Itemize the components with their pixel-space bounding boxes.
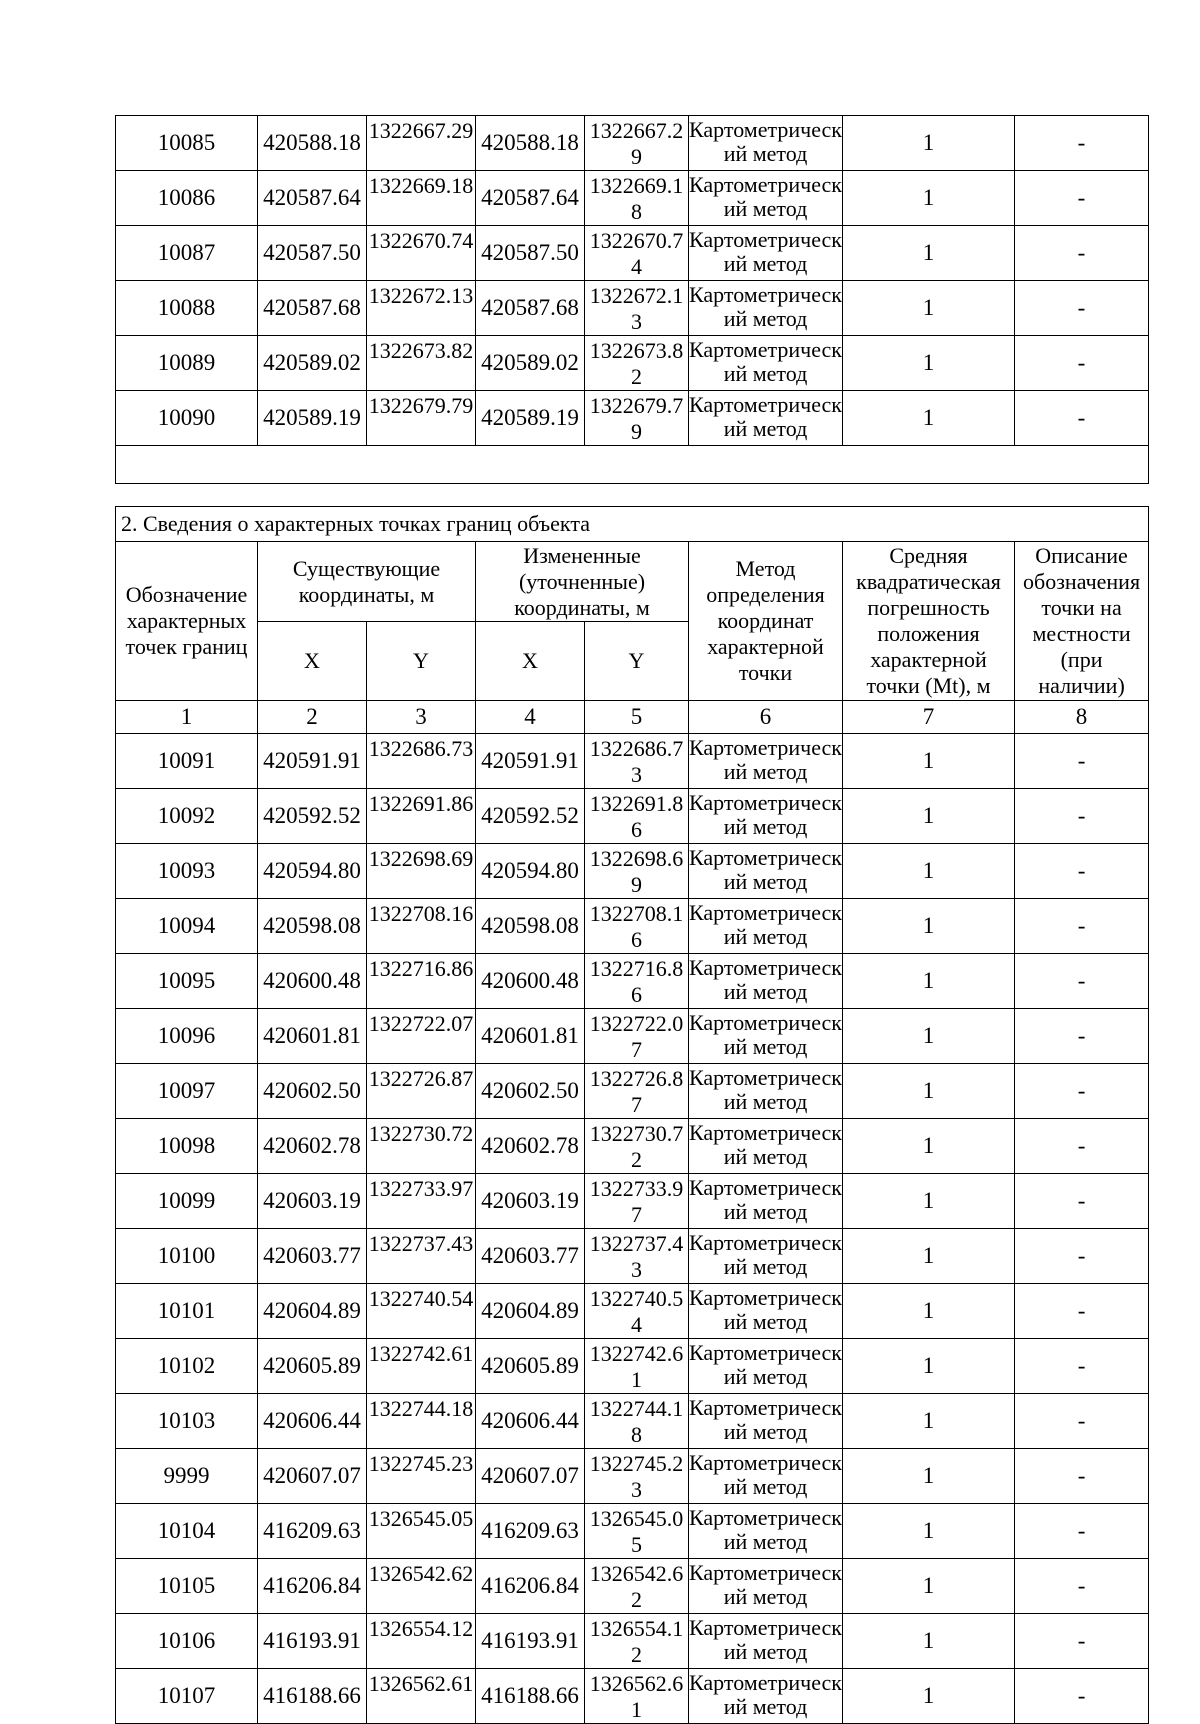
existing-y-cell: 1322672.13 [367, 281, 476, 336]
method-cell: Картометрический метод [689, 1614, 843, 1669]
description-cell: - [1015, 1174, 1149, 1229]
changed-y-cell: 1326554.12 [585, 1614, 689, 1669]
changed-y-cell: 1322698.69 [585, 844, 689, 899]
header-changed-y: Y [585, 622, 689, 701]
method-cell: Картометрический метод [689, 1339, 843, 1394]
table-row [116, 899, 1149, 954]
existing-y-cell: 1326562.61 [367, 1669, 476, 1724]
point-id-cell: 10093 [116, 844, 258, 899]
error-cell: 1 [843, 1284, 1015, 1339]
method-cell: Картометрический метод [689, 336, 843, 391]
existing-x-cell: 420592.52 [258, 789, 367, 844]
header-designation: Обозначение характерных точек границ [116, 542, 258, 701]
col-num-5: 5 [585, 701, 689, 734]
description-cell: - [1015, 1449, 1149, 1504]
table-row [116, 1669, 1149, 1724]
changed-y-cell: 1326562.61 [585, 1669, 689, 1724]
existing-x-cell: 416188.66 [258, 1669, 367, 1724]
error-cell: 1 [843, 226, 1015, 281]
table-row [116, 336, 1149, 391]
error-cell: 1 [843, 734, 1015, 789]
changed-x-cell: 420603.77 [476, 1229, 585, 1284]
error-cell: 1 [843, 1119, 1015, 1174]
table-caption-row [116, 507, 1149, 542]
description-cell: - [1015, 1394, 1149, 1449]
changed-x-cell: 420589.19 [476, 391, 585, 446]
existing-y-cell: 1322745.23 [367, 1449, 476, 1504]
changed-y-cell: 1322708.16 [585, 899, 689, 954]
point-id-cell: 10100 [116, 1229, 258, 1284]
changed-y-cell: 1322691.86 [585, 789, 689, 844]
changed-x-cell: 416206.84 [476, 1559, 585, 1614]
point-id-cell: 10097 [116, 1064, 258, 1119]
changed-y-cell: 1322716.86 [585, 954, 689, 1009]
description-cell: - [1015, 1669, 1149, 1724]
changed-x-cell: 420589.02 [476, 336, 585, 391]
method-cell: Картометрический метод [689, 789, 843, 844]
changed-y-cell: 1326542.62 [585, 1559, 689, 1614]
existing-x-cell: 420594.80 [258, 844, 367, 899]
changed-x-cell: 420591.91 [476, 734, 585, 789]
existing-y-cell: 1322669.18 [367, 171, 476, 226]
existing-y-cell: 1322730.72 [367, 1119, 476, 1174]
existing-x-cell: 420602.78 [258, 1119, 367, 1174]
method-cell: Картометрический метод [689, 1284, 843, 1339]
method-cell: Картометрический метод [689, 1009, 843, 1064]
existing-y-cell: 1322726.87 [367, 1064, 476, 1119]
existing-x-cell: 420588.18 [258, 116, 367, 171]
existing-x-cell: 420587.64 [258, 171, 367, 226]
existing-y-cell: 1322708.16 [367, 899, 476, 954]
col-num-1: 1 [116, 701, 258, 734]
point-id-cell: 10103 [116, 1394, 258, 1449]
col-num-8: 8 [1015, 701, 1149, 734]
method-cell: Картометрический метод [689, 1174, 843, 1229]
existing-x-cell: 420607.07 [258, 1449, 367, 1504]
point-id-cell: 10106 [116, 1614, 258, 1669]
table-row [116, 1614, 1149, 1669]
method-cell: Картометрический метод [689, 1064, 843, 1119]
point-id-cell: 10101 [116, 1284, 258, 1339]
point-id-cell: 10088 [116, 281, 258, 336]
changed-x-cell: 420602.50 [476, 1064, 585, 1119]
method-cell: Картометрический метод [689, 899, 843, 954]
description-cell: - [1015, 1284, 1149, 1339]
existing-y-cell: 1322733.97 [367, 1174, 476, 1229]
existing-x-cell: 420606.44 [258, 1394, 367, 1449]
changed-y-cell: 1322673.82 [585, 336, 689, 391]
existing-y-cell: 1322740.54 [367, 1284, 476, 1339]
col-num-3: 3 [367, 701, 476, 734]
changed-y-cell: 1322740.54 [585, 1284, 689, 1339]
method-cell: Картометрический метод [689, 1669, 843, 1724]
existing-x-cell: 420591.91 [258, 734, 367, 789]
existing-x-cell: 420589.19 [258, 391, 367, 446]
description-cell: - [1015, 954, 1149, 1009]
point-id-cell: 9999 [116, 1449, 258, 1504]
changed-y-cell: 1322672.13 [585, 281, 689, 336]
description-cell: - [1015, 171, 1149, 226]
description-cell: - [1015, 226, 1149, 281]
point-id-cell: 10107 [116, 1669, 258, 1724]
changed-x-cell: 420602.78 [476, 1119, 585, 1174]
method-cell: Картометрический метод [689, 391, 843, 446]
point-id-cell: 10087 [116, 226, 258, 281]
existing-x-cell: 416206.84 [258, 1559, 367, 1614]
changed-y-cell: 1322730.72 [585, 1119, 689, 1174]
table-row [116, 1009, 1149, 1064]
table-row [116, 1119, 1149, 1174]
point-id-cell: 10095 [116, 954, 258, 1009]
method-cell: Картометрический метод [689, 116, 843, 171]
method-cell: Картометрический метод [689, 954, 843, 1009]
method-cell: Картометрический метод [689, 171, 843, 226]
description-cell: - [1015, 281, 1149, 336]
header-existing-y: Y [367, 622, 476, 701]
error-cell: 1 [843, 171, 1015, 226]
column-numbers-row [116, 701, 1149, 734]
changed-x-cell: 420600.48 [476, 954, 585, 1009]
existing-y-cell: 1322698.69 [367, 844, 476, 899]
table-row [116, 844, 1149, 899]
changed-x-cell: 416209.63 [476, 1504, 585, 1559]
table-caption: 2. Сведения о характерных точках границ объекта [116, 507, 1149, 542]
table-row [116, 1064, 1149, 1119]
point-id-cell: 10086 [116, 171, 258, 226]
existing-x-cell: 420589.02 [258, 336, 367, 391]
description-cell: - [1015, 899, 1149, 954]
existing-y-cell: 1322679.79 [367, 391, 476, 446]
changed-x-cell: 420605.89 [476, 1339, 585, 1394]
col-num-7: 7 [843, 701, 1015, 734]
existing-x-cell: 420603.19 [258, 1174, 367, 1229]
method-cell: Картометрический метод [689, 1119, 843, 1174]
table-row [116, 1174, 1149, 1229]
method-cell: Картометрический метод [689, 844, 843, 899]
table-row [116, 954, 1149, 1009]
changed-x-cell: 420587.50 [476, 226, 585, 281]
error-cell: 1 [843, 844, 1015, 899]
error-cell: 1 [843, 899, 1015, 954]
changed-x-cell: 420604.89 [476, 1284, 585, 1339]
changed-y-cell: 1322686.73 [585, 734, 689, 789]
existing-x-cell: 420587.50 [258, 226, 367, 281]
changed-x-cell: 420592.52 [476, 789, 585, 844]
point-id-cell: 10104 [116, 1504, 258, 1559]
description-cell: - [1015, 1559, 1149, 1614]
changed-x-cell: 420588.18 [476, 116, 585, 171]
points-table-body [116, 116, 1149, 446]
existing-x-cell: 420587.68 [258, 281, 367, 336]
method-cell: Картометрический метод [689, 1559, 843, 1614]
boundary-points-table [115, 506, 1149, 1724]
table-row [116, 391, 1149, 446]
table-row [116, 1559, 1149, 1614]
header-row [116, 542, 1149, 622]
existing-y-cell: 1322737.43 [367, 1229, 476, 1284]
changed-y-cell: 1322667.29 [585, 116, 689, 171]
existing-y-cell: 1326542.62 [367, 1559, 476, 1614]
empty-cell [116, 446, 1149, 484]
header-error: Средняя квадратическая погрешность положения характерной точки (Mt), м [843, 542, 1015, 701]
table-row [116, 116, 1149, 171]
changed-x-cell: 420587.64 [476, 171, 585, 226]
point-id-cell: 10092 [116, 789, 258, 844]
existing-x-cell: 420598.08 [258, 899, 367, 954]
points-table-continued [115, 115, 1149, 484]
error-cell: 1 [843, 281, 1015, 336]
col-num-4: 4 [476, 701, 585, 734]
table-row [116, 1284, 1149, 1339]
header-description: Описание обозначения точки на местности (при наличии) [1015, 542, 1149, 701]
header-changed-coords: Измененные (уточненные) координаты, м [476, 542, 689, 622]
error-cell: 1 [843, 1394, 1015, 1449]
existing-y-cell: 1322673.82 [367, 336, 476, 391]
description-cell: - [1015, 734, 1149, 789]
changed-y-cell: 1322679.79 [585, 391, 689, 446]
description-cell: - [1015, 336, 1149, 391]
existing-x-cell: 416193.91 [258, 1614, 367, 1669]
description-cell: - [1015, 1504, 1149, 1559]
existing-y-cell: 1322722.07 [367, 1009, 476, 1064]
point-id-cell: 10102 [116, 1339, 258, 1394]
point-id-cell: 10090 [116, 391, 258, 446]
error-cell: 1 [843, 1504, 1015, 1559]
changed-y-cell: 1322737.43 [585, 1229, 689, 1284]
existing-x-cell: 420602.50 [258, 1064, 367, 1119]
table-row [116, 1449, 1149, 1504]
existing-y-cell: 1322686.73 [367, 734, 476, 789]
existing-y-cell: 1322667.29 [367, 116, 476, 171]
changed-y-cell: 1322744.18 [585, 1394, 689, 1449]
description-cell: - [1015, 116, 1149, 171]
table-row [116, 1394, 1149, 1449]
changed-y-cell: 1322745.23 [585, 1449, 689, 1504]
header-method: Метод определения координат характерной точки [689, 542, 843, 701]
point-id-cell: 10105 [116, 1559, 258, 1614]
changed-x-cell: 420598.08 [476, 899, 585, 954]
description-cell: - [1015, 1614, 1149, 1669]
table-row [116, 1339, 1149, 1394]
description-cell: - [1015, 1229, 1149, 1284]
point-id-cell: 10099 [116, 1174, 258, 1229]
header-changed-x: X [476, 622, 585, 701]
error-cell: 1 [843, 1669, 1015, 1724]
error-cell: 1 [843, 1339, 1015, 1394]
changed-x-cell: 416188.66 [476, 1669, 585, 1724]
method-cell: Картометрический метод [689, 226, 843, 281]
changed-y-cell: 1322726.87 [585, 1064, 689, 1119]
error-cell: 1 [843, 336, 1015, 391]
error-cell: 1 [843, 1009, 1015, 1064]
table-row [116, 281, 1149, 336]
method-cell: Картометрический метод [689, 1449, 843, 1504]
error-cell: 1 [843, 1174, 1015, 1229]
existing-y-cell: 1322691.86 [367, 789, 476, 844]
description-cell: - [1015, 1119, 1149, 1174]
changed-y-cell: 1322670.74 [585, 226, 689, 281]
point-id-cell: 10094 [116, 899, 258, 954]
existing-x-cell: 420601.81 [258, 1009, 367, 1064]
existing-y-cell: 1322742.61 [367, 1339, 476, 1394]
error-cell: 1 [843, 116, 1015, 171]
description-cell: - [1015, 1009, 1149, 1064]
existing-x-cell: 420604.89 [258, 1284, 367, 1339]
changed-x-cell: 420594.80 [476, 844, 585, 899]
existing-y-cell: 1322670.74 [367, 226, 476, 281]
changed-x-cell: 420607.07 [476, 1449, 585, 1504]
col-num-6: 6 [689, 701, 843, 734]
changed-y-cell: 1322669.18 [585, 171, 689, 226]
description-cell: - [1015, 1339, 1149, 1394]
table-row [116, 1504, 1149, 1559]
existing-y-cell: 1322716.86 [367, 954, 476, 1009]
header-existing-x: X [258, 622, 367, 701]
description-cell: - [1015, 789, 1149, 844]
changed-x-cell: 420606.44 [476, 1394, 585, 1449]
table-row [116, 226, 1149, 281]
existing-y-cell: 1326554.12 [367, 1614, 476, 1669]
existing-y-cell: 1322744.18 [367, 1394, 476, 1449]
table-row [116, 734, 1149, 789]
point-id-cell: 10096 [116, 1009, 258, 1064]
existing-x-cell: 416209.63 [258, 1504, 367, 1559]
point-id-cell: 10085 [116, 116, 258, 171]
method-cell: Картометрический метод [689, 734, 843, 789]
error-cell: 1 [843, 1614, 1015, 1669]
error-cell: 1 [843, 1449, 1015, 1504]
point-id-cell: 10089 [116, 336, 258, 391]
error-cell: 1 [843, 1559, 1015, 1614]
point-id-cell: 10098 [116, 1119, 258, 1174]
changed-y-cell: 1326545.05 [585, 1504, 689, 1559]
description-cell: - [1015, 391, 1149, 446]
header-existing-coords: Существующие координаты, м [258, 542, 476, 622]
empty-row [116, 446, 1149, 484]
existing-x-cell: 420600.48 [258, 954, 367, 1009]
changed-y-cell: 1322733.97 [585, 1174, 689, 1229]
changed-x-cell: 420601.81 [476, 1009, 585, 1064]
changed-y-cell: 1322742.61 [585, 1339, 689, 1394]
table-row [116, 789, 1149, 844]
method-cell: Картометрический метод [689, 1229, 843, 1284]
boundary-points-body [116, 734, 1149, 1724]
method-cell: Картометрический метод [689, 281, 843, 336]
error-cell: 1 [843, 954, 1015, 1009]
changed-x-cell: 420587.68 [476, 281, 585, 336]
error-cell: 1 [843, 1064, 1015, 1119]
col-num-2: 2 [258, 701, 367, 734]
existing-y-cell: 1326545.05 [367, 1504, 476, 1559]
existing-x-cell: 420605.89 [258, 1339, 367, 1394]
error-cell: 1 [843, 391, 1015, 446]
table-row [116, 1229, 1149, 1284]
error-cell: 1 [843, 789, 1015, 844]
existing-x-cell: 420603.77 [258, 1229, 367, 1284]
changed-x-cell: 416193.91 [476, 1614, 585, 1669]
error-cell: 1 [843, 1229, 1015, 1284]
point-id-cell: 10091 [116, 734, 258, 789]
description-cell: - [1015, 1064, 1149, 1119]
changed-x-cell: 420603.19 [476, 1174, 585, 1229]
method-cell: Картометрический метод [689, 1394, 843, 1449]
table-row [116, 171, 1149, 226]
changed-y-cell: 1322722.07 [585, 1009, 689, 1064]
description-cell: - [1015, 844, 1149, 899]
method-cell: Картометрический метод [689, 1504, 843, 1559]
